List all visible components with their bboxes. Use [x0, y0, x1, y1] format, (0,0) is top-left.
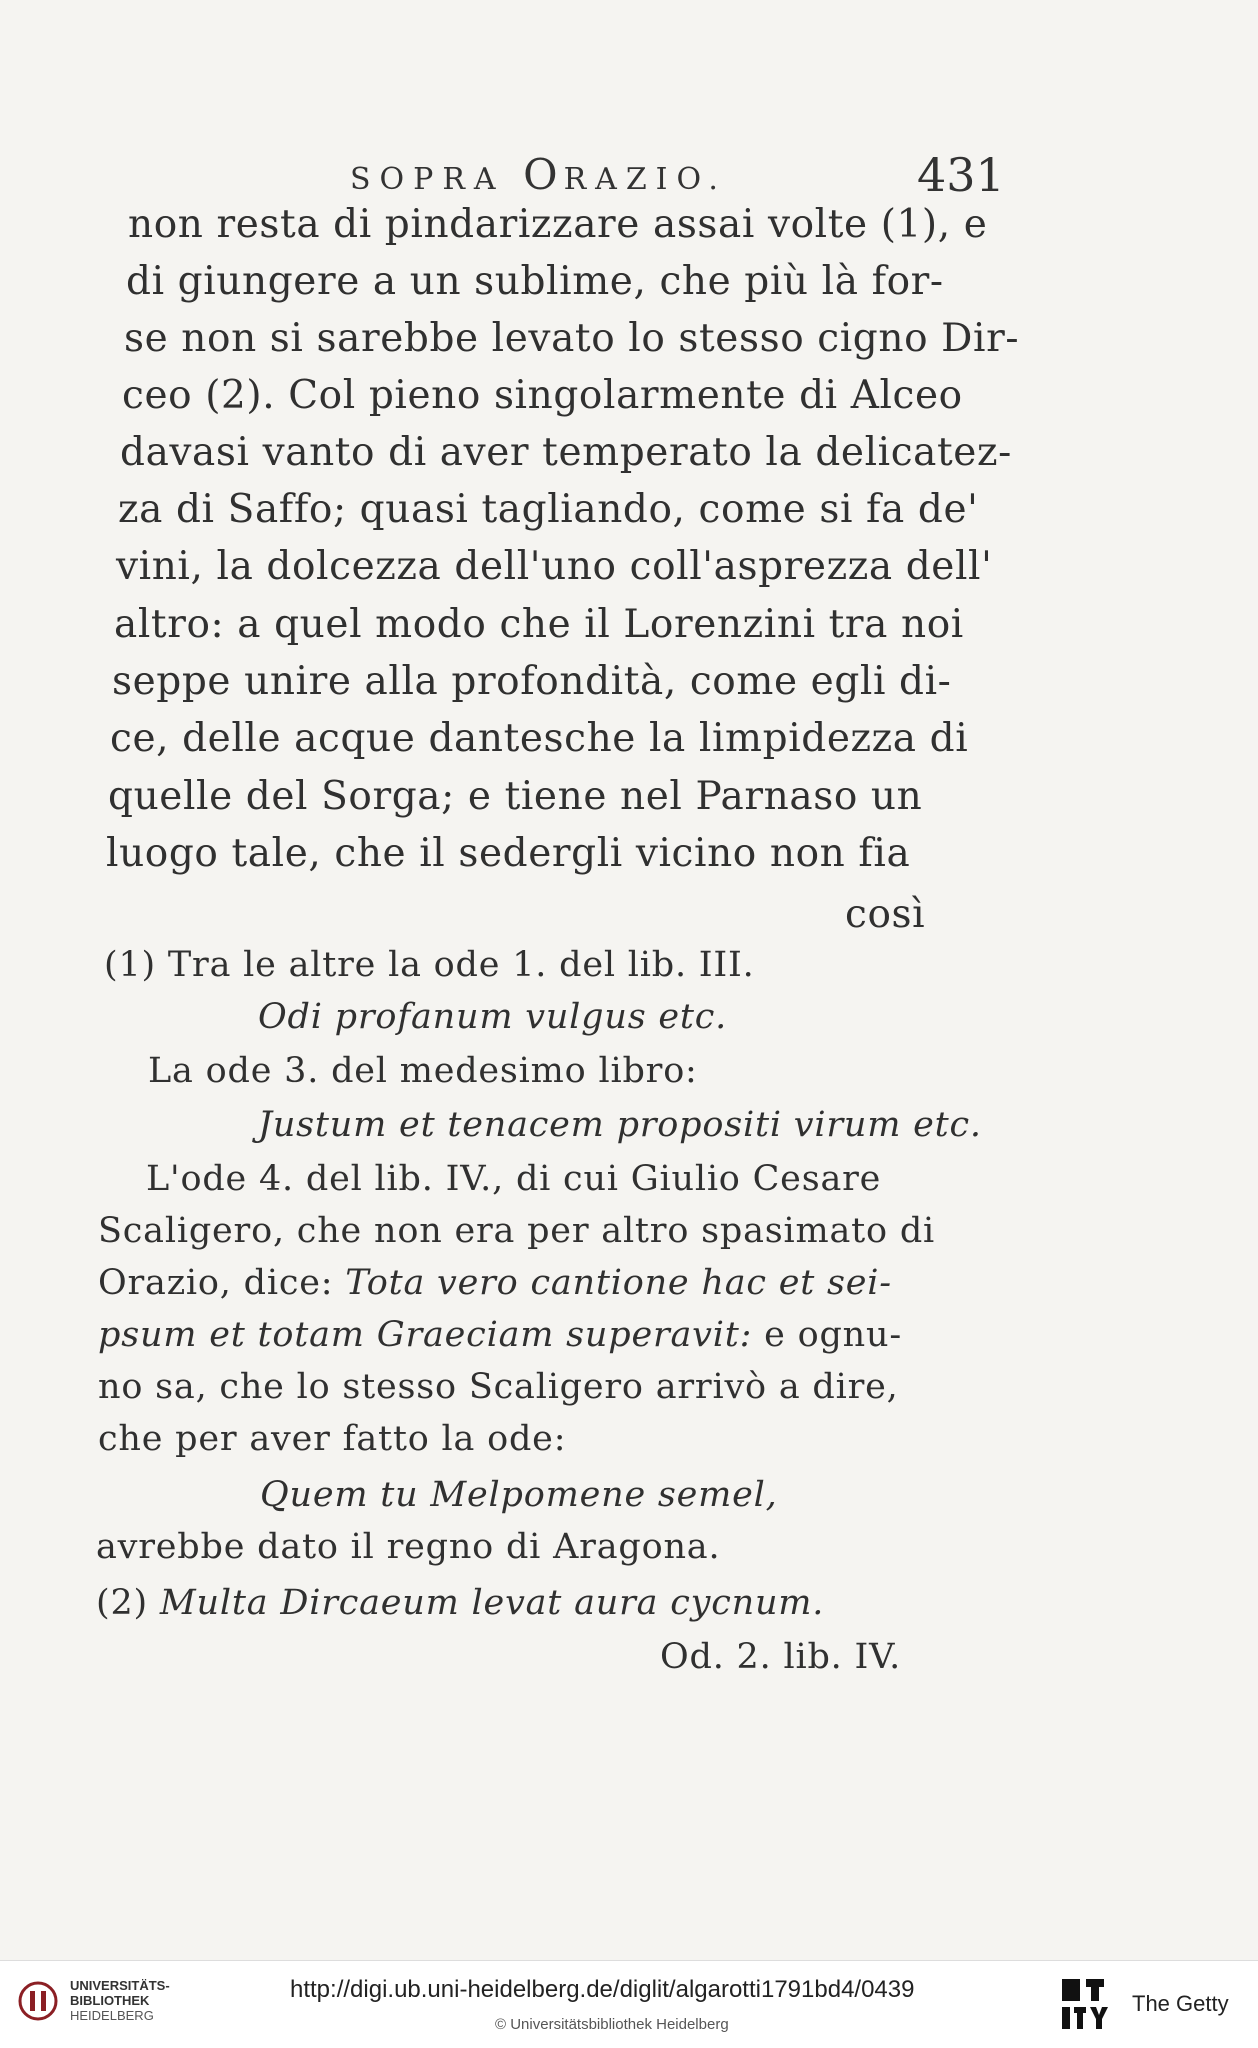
getty-name: The Getty — [1132, 1991, 1229, 2016]
body-line: luogo tale, che il sedergli vicino non fia — [106, 831, 911, 876]
library-name-line-3: HEIDELBERG — [70, 2008, 154, 2023]
copyright-notice: © Universitätsbibliothek Heidelberg — [495, 2016, 729, 2033]
footnote-line — [98, 1315, 902, 1355]
body-line: vini, la dolcezza dell'uno coll'asprezza dell' — [116, 544, 993, 589]
body-line: ceo (2). Col pieno singolarmente di Alceo — [122, 373, 963, 418]
library-name-line-1: UNIVERSITÄTS- — [70, 1978, 170, 1993]
footnote-1-intro: (1) Tra le altre la ode 1. del lib. III. — [104, 945, 755, 985]
footnote-line: no sa, che lo stesso Scaligero arrivò a dire, — [98, 1367, 899, 1407]
footer-bar — [0, 1960, 1258, 2048]
body-line: seppe unire alla profondità, come egli di- — [112, 659, 952, 704]
footnote-text: e ognu- — [752, 1315, 902, 1355]
body-line: altro: a quel modo che il Lorenzini tra noi — [114, 602, 964, 647]
running-title — [350, 150, 727, 199]
footnote-quote: Odi profanum vulgus etc. — [258, 997, 728, 1037]
running-title-capital: O — [523, 150, 564, 199]
body-line: di giungere a un sublime, che più là for- — [126, 259, 944, 304]
footnote-quote: psum et totam Graeciam superavit: — [98, 1315, 753, 1355]
footnote-line: Scaligero, che non era per altro spasimato di — [98, 1211, 936, 1251]
university-library-name — [70, 1978, 170, 2023]
footnote-line — [98, 1263, 892, 1303]
getty-logo-icon — [1057, 1975, 1111, 2033]
page-number: 431 — [917, 148, 1005, 202]
footnote-line: La ode 3. del medesimo libro: — [148, 1051, 698, 1091]
library-name-line-2: BIBLIOTHEK — [70, 1993, 150, 2008]
running-title-part-2: RAZIO. — [563, 162, 727, 197]
body-line: za di Saffo; quasi tagliando, come si fa de' — [118, 487, 979, 532]
footnote-quote: Quem tu Melpomene semel, — [260, 1475, 778, 1515]
footnote-line: L'ode 4. del lib. IV., di cui Giulio Cesare — [146, 1159, 882, 1199]
document-url-link[interactable]: http://digi.ub.uni-heidelberg.de/diglit/algarotti1791bd4/0439 — [290, 1976, 915, 2003]
body-line: se non si sarebbe levato lo stesso cigno Dir- — [124, 316, 1020, 361]
body-line: davasi vanto di aver temperato la delicatez- — [120, 430, 1012, 475]
catchword: così — [845, 892, 926, 937]
body-line: quelle del Sorga; e tiene nel Parnaso un — [108, 774, 923, 819]
footnote-2-number: (2) — [96, 1583, 160, 1623]
footnote-line: avrebbe dato il regno di Aragona. — [96, 1527, 721, 1567]
body-line: non resta di pindarizzare assai volte (1), e — [128, 202, 988, 247]
footnote-reference: Od. 2. lib. IV. — [660, 1637, 902, 1677]
footnote-line: che per aver fatto la ode: — [98, 1419, 567, 1459]
footnote-quote: Justum et tenacem propositi virum etc. — [258, 1105, 982, 1145]
footnote-quote: Multa Dircaeum levat aura cycnum. — [159, 1583, 825, 1623]
footnote-quote: Tota vero cantione hac et sei- — [345, 1263, 892, 1303]
running-title-part-1: SOPRA — [350, 162, 524, 197]
footnote-2 — [96, 1583, 825, 1623]
footnote-text: Orazio, dice: — [98, 1263, 346, 1303]
university-library-logo-icon — [18, 1981, 58, 2021]
body-line: ce, delle acque dantesche la limpidezza di — [110, 716, 969, 761]
